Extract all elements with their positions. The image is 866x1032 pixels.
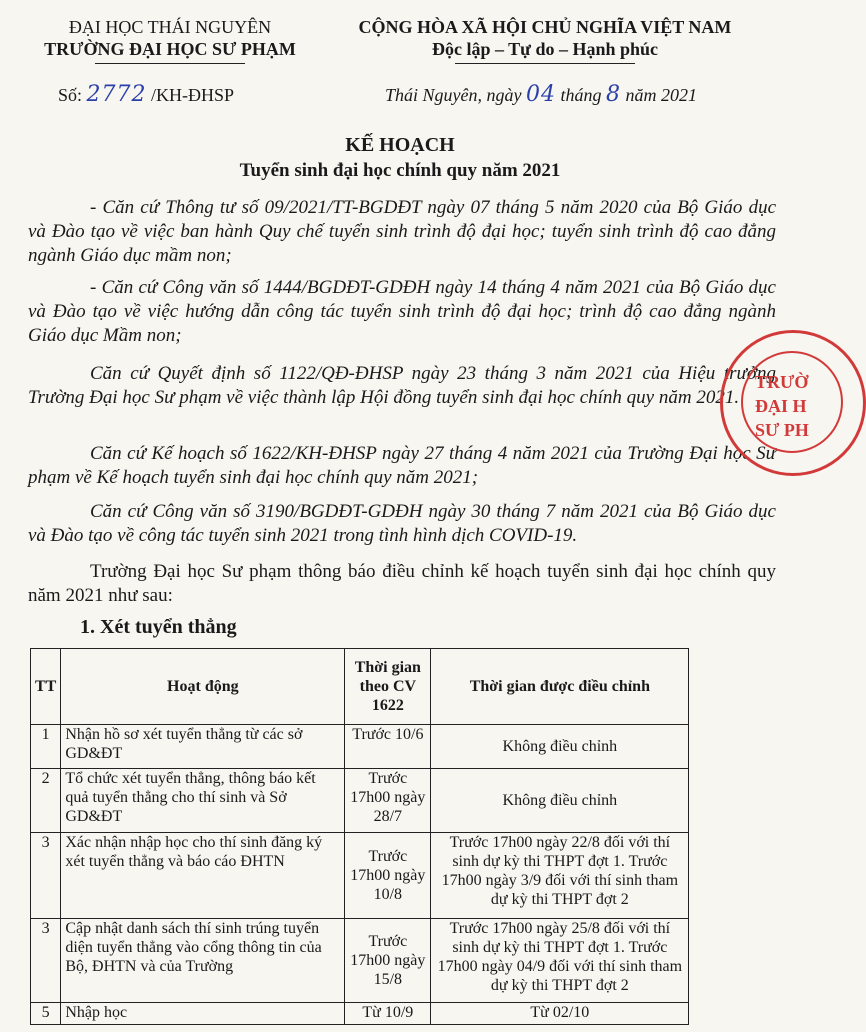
row-tt: 1 — [31, 725, 61, 769]
doc-title: KẾ HOẠCH — [345, 134, 455, 156]
row-cv-time: Trước 17h00 ngày 10/8 — [345, 833, 431, 919]
row-tt: 3 — [31, 833, 61, 919]
row-activity: Tổ chức xét tuyển thẳng, thông báo kết quả tuyển thẳng cho thí sinh và Sở GD&ĐT — [61, 769, 345, 833]
row-cv-time: Từ 10/9 — [345, 1003, 431, 1025]
row-adjusted-time: Không điều chỉnh — [431, 725, 689, 769]
row-activity: Xác nhận nhập học cho thí sinh đăng ký xét tuyển thẳng và báo cáo ĐHTN — [61, 833, 345, 919]
date-year: năm 2021 — [625, 85, 698, 105]
basis-paragraph-5: Căn cứ Công văn số 3190/BGDĐT-GDĐH ngày 30 tháng 7 năm 2021 của Bộ Giáo dục và Đào tạo về công tác tuyển sinh 2021 trong tình hình dịch COVID-19. — [28, 501, 776, 546]
table-row — [31, 833, 689, 919]
row-activity: Nhập học — [61, 1003, 345, 1025]
basis-paragraph-4: Căn cứ Kế hoạch số 1622/KH-ĐHSP ngày 27 tháng 4 năm 2021 của Trường Đại học Sư phạm về Kế hoạch tuyển sinh đại học chính quy năm 2021; — [28, 443, 776, 488]
doc-subtitle: Tuyển sinh đại học chính quy năm 2021 — [239, 160, 561, 181]
org-header — [20, 16, 320, 60]
document-date — [385, 82, 697, 107]
document-number — [58, 82, 234, 107]
motto: Độc lập – Tự do – Hạnh phúc — [431, 39, 659, 59]
row-adjusted-time: Trước 17h00 ngày 22/8 đối với thí sinh dự kỳ thi THPT đợt 1. Trước 17h00 ngày 3/9 đối với thí sinh tham dự kỳ thi THPT đợt 2 — [431, 833, 689, 919]
basis-paragraph-3: Căn cứ Quyết định số 1122/QĐ-ĐHSP ngày 23 tháng 3 năm 2021 của Hiệu trưởng Trường Đại học Sư phạm về việc thành lập Hội đồng tuyển sinh đại học chính quy năm 2021. — [28, 363, 776, 408]
header-adjusted-time: Thời gian được điều chỉnh — [431, 649, 689, 725]
table-row — [31, 769, 689, 833]
row-activity: Cập nhật danh sách thí sinh trúng tuyển diện tuyển thẳng vào cổng thông tin của Bộ, ĐHTN và của Trường — [61, 919, 345, 1003]
table-row — [31, 919, 689, 1003]
header-activity: Hoạt động — [61, 649, 345, 725]
date-month: 8 — [606, 82, 622, 107]
section-heading: 1. Xét tuyển thẳng — [80, 616, 237, 638]
motto-underline — [455, 63, 635, 64]
intro-paragraph: Trường Đại học Sư phạm thông báo điều chỉnh kế hoạch tuyển sinh đại học chính quy năm 2021 như sau: — [28, 561, 776, 606]
row-activity: Nhận hồ sơ xét tuyển thẳng từ các sở GD&ĐT — [61, 725, 345, 769]
seal-line-2: ĐẠI H — [755, 396, 807, 416]
row-cv-time: Trước 10/6 — [345, 725, 431, 769]
org-name: TRƯỜNG ĐẠI HỌC SƯ PHẠM — [44, 39, 296, 59]
number-suffix: /KH-ĐHSP — [151, 85, 235, 105]
nation-name: CỘNG HÒA XÃ HỘI CHỦ NGHĨA VIỆT NAM — [358, 17, 732, 37]
header-cv-time: Thời gian theo CV 1622 — [345, 649, 431, 725]
table-row — [31, 725, 689, 769]
official-seal — [720, 330, 866, 476]
row-tt: 2 — [31, 769, 61, 833]
row-adjusted-time: Từ 02/10 — [431, 1003, 689, 1025]
number-handwritten: 2772 — [86, 82, 147, 107]
seal-line-3: SƯ PH — [755, 420, 809, 440]
row-tt: 3 — [31, 919, 61, 1003]
nation-header — [305, 16, 785, 60]
admission-schedule-table — [30, 648, 689, 1025]
table-header-row — [31, 649, 689, 725]
table-row — [31, 1003, 689, 1025]
basis-paragraph-1: - Căn cứ Thông tư số 09/2021/TT-BGDĐT ngày 07 tháng 5 năm 2020 của Bộ Giáo dục và Đào tạo về việc ban hành Quy chế tuyển sinh trình độ đại học; tuyển sinh trình độ cao đẳng ngành Giáo dục mầm non; — [28, 197, 776, 266]
org-underline — [95, 63, 245, 64]
number-label: Số: — [58, 85, 83, 105]
row-cv-time: Trước 17h00 ngày 28/7 — [345, 769, 431, 833]
row-adjusted-time: Trước 17h00 ngày 25/8 đối với thí sinh dự kỳ thi THPT đợt 1. Trước 17h00 ngày 04/9 đối với thí sinh tham dự kỳ thi THPT đợt 2 — [431, 919, 689, 1003]
org-parent: ĐẠI HỌC THÁI NGUYÊN — [68, 17, 272, 37]
date-day: 04 — [526, 82, 556, 107]
row-tt: 5 — [31, 1003, 61, 1025]
row-adjusted-time: Không điều chỉnh — [431, 769, 689, 833]
basis-paragraph-2: - Căn cứ Công văn số 1444/BGDĐT-GDĐH ngày 14 tháng 4 năm 2021 của Bộ Giáo dục và Đào tạo về việc hướng dẫn công tác tuyển sinh trình độ đại học; trình độ cao đẳng ngành Giáo dục Mầm non; — [28, 277, 776, 346]
row-cv-time: Trước 17h00 ngày 15/8 — [345, 919, 431, 1003]
seal-line-1: TRƯỜ — [755, 372, 809, 392]
date-prefix: Thái Nguyên, ngày — [385, 85, 522, 105]
header-tt: TT — [31, 649, 61, 725]
date-month-label: tháng — [560, 85, 602, 105]
